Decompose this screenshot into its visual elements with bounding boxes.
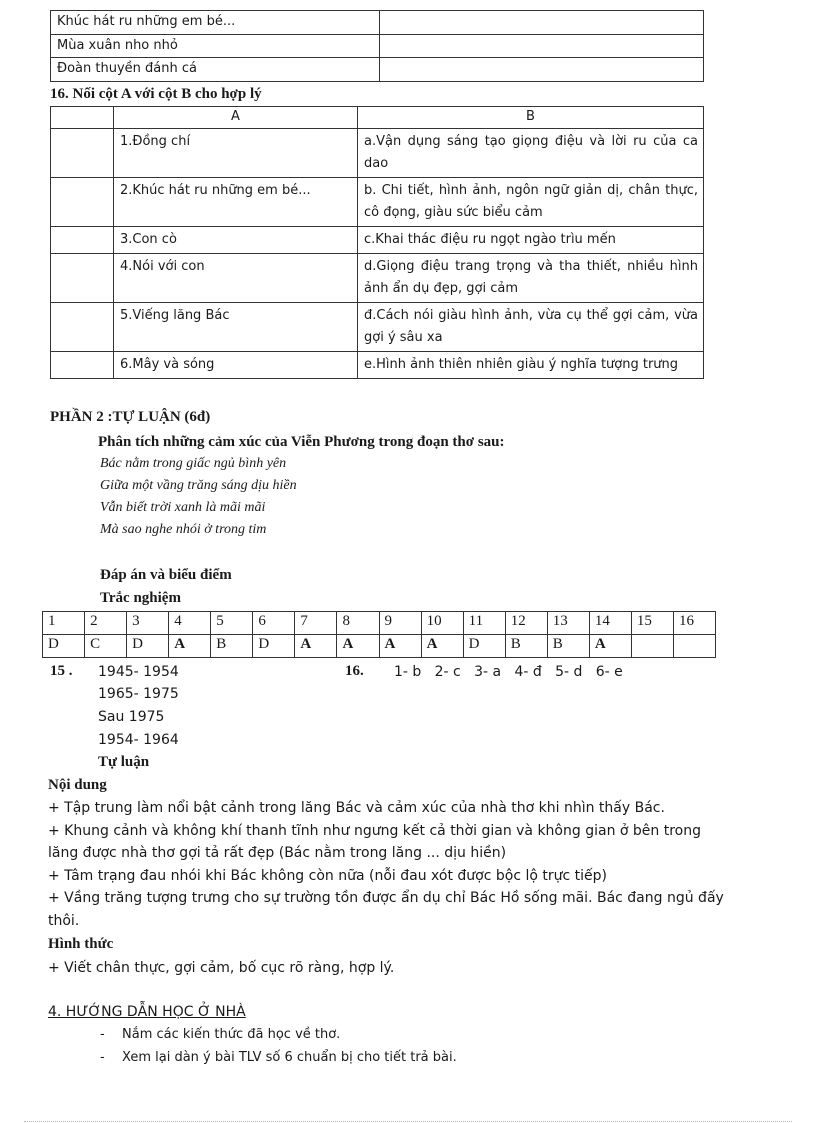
table-cell: A — [589, 635, 631, 658]
table-cell — [51, 178, 114, 227]
poem-line: Vẫn biết trời xanh là mãi mãi — [100, 500, 266, 515]
column-a-cell: 4.Nói với con — [114, 254, 358, 303]
table-cell: 9 — [379, 612, 421, 635]
table-cell: 2 — [85, 612, 127, 635]
table-cell: 5 — [211, 612, 253, 635]
column-b-header: B — [358, 107, 704, 129]
top-table — [50, 10, 704, 82]
homework-item — [100, 1027, 340, 1042]
q15-answer-line: Sau 1975 — [98, 709, 165, 725]
column-b-cell: đ.Cách nói giàu hình ảnh, vừa cụ thể gợi cảm, vừa gợi ý sâu xa — [358, 303, 704, 352]
form-title: Hình thức — [48, 936, 114, 952]
table-row — [51, 58, 704, 82]
column-b-cell: c.Khai thác điệu ru ngọt ngào trìu mến — [358, 227, 704, 254]
table-cell: A — [379, 635, 421, 658]
table-row — [51, 254, 704, 303]
answer-key-title: Đáp án và biểu điểm — [100, 567, 232, 583]
table-cell: 13 — [547, 612, 589, 635]
table-cell: B — [505, 635, 547, 658]
column-a-cell: 6.Mây và sóng — [114, 352, 358, 379]
content-line: + Khung cảnh và không khí thanh tĩnh như ngưng kết cả thời gian và không gian ở bên trong — [48, 823, 701, 839]
table-cell: 11 — [463, 612, 505, 635]
table-cell — [51, 303, 114, 352]
part-2-heading: PHẦN 2 :TỰ LUẬN (6đ) — [50, 409, 211, 425]
table-cell: B — [211, 635, 253, 658]
form-line: + Viết chân thực, gợi cảm, bố cục rõ ràng, hợp lý. — [48, 960, 395, 976]
table-cell: 1 — [43, 612, 85, 635]
bullet-dash: - — [100, 1027, 105, 1042]
column-a-cell: 1.Đồng chí — [114, 129, 358, 178]
table-cell: Mùa xuân nho nhỏ — [51, 34, 380, 58]
table-cell: A — [421, 635, 463, 658]
q15-answer-line: 1965- 1975 — [98, 686, 179, 702]
table-cell: 3 — [127, 612, 169, 635]
poem-line: Bác nằm trong giấc ngủ bình yên — [100, 456, 287, 471]
q16-answer: 1- b 2- c 3- a 4- đ 5- d 6- e — [394, 664, 623, 680]
table-row — [51, 303, 704, 352]
essay-prompt: Phân tích những cảm xúc của Viễn Phương trong đoạn thơ sau: — [98, 434, 505, 450]
table-header-row — [51, 107, 704, 129]
table-cell: 6 — [253, 612, 295, 635]
matching-table — [50, 106, 704, 379]
table-row — [43, 612, 716, 635]
table-cell — [380, 34, 704, 58]
essay-answer-title: Tự luận — [98, 754, 150, 770]
table-cell — [51, 254, 114, 303]
table-cell — [51, 352, 114, 379]
table-cell: A — [295, 635, 337, 658]
content-line: thôi. — [48, 913, 80, 929]
table-cell: 8 — [337, 612, 379, 635]
column-a-header: A — [114, 107, 358, 129]
table-cell: B — [547, 635, 589, 658]
column-b-cell: d.Giọng điệu trang trọng và tha thiết, nhiều hình ảnh ẩn dụ đẹp, gợi cảm — [358, 254, 704, 303]
table-cell: 7 — [295, 612, 337, 635]
table-cell — [631, 635, 673, 658]
table-row — [51, 178, 704, 227]
content-line: + Vầng trăng tượng trưng cho sự trường tồn được ẩn dụ chỉ Bác Hồ sống mãi. Bác đang ngủ đấy — [48, 890, 724, 906]
table-cell: 16 — [673, 612, 715, 635]
homework-item — [100, 1050, 457, 1065]
table-cell: Khúc hát ru những em bé... — [51, 11, 380, 35]
table-cell — [51, 107, 114, 129]
table-cell: C — [85, 635, 127, 658]
table-cell: 15 — [631, 612, 673, 635]
table-cell: 14 — [589, 612, 631, 635]
table-cell: D — [43, 635, 85, 658]
question-16-title: 16. Nối cột A với cột B cho hợp lý — [50, 86, 262, 102]
column-b-cell: b. Chi tiết, hình ảnh, ngôn ngữ giản dị, chân thực, cô đọng, giàu sức biểu cảm — [358, 178, 704, 227]
table-cell — [380, 11, 704, 35]
homework-item-text: Nắm các kiến thức đã học về thơ. — [122, 1027, 341, 1042]
q15-label: 15 . — [50, 663, 73, 679]
q16-label: 16. — [345, 663, 364, 679]
table-cell: D — [253, 635, 295, 658]
column-b-cell: a.Vận dụng sáng tạo giọng điệu và lời ru của ca dao — [358, 129, 704, 178]
table-row — [43, 635, 716, 658]
table-cell: 10 — [421, 612, 463, 635]
homework-item-text: Xem lại dàn ý bài TLV số 6 chuẩn bị cho tiết trả bài. — [122, 1050, 457, 1065]
table-cell — [380, 58, 704, 82]
homework-title: 4. HƯỚNG DẪN HỌC Ở NHÀ — [48, 1004, 246, 1020]
table-row — [51, 11, 704, 35]
table-cell — [51, 129, 114, 178]
bullet-dash: - — [100, 1050, 105, 1065]
table-cell: 4 — [169, 612, 211, 635]
table-cell: 12 — [505, 612, 547, 635]
content-title: Nội dung — [48, 777, 107, 793]
content-line: lăng được nhà thơ gợi tả rất đẹp (Bác nằm trong lăng ... dịu hiền) — [48, 845, 507, 861]
table-cell — [51, 227, 114, 254]
table-row — [51, 227, 704, 254]
column-a-cell: 2.Khúc hát ru những em bé... — [114, 178, 358, 227]
multiple-choice-title: Trắc nghiệm — [100, 590, 181, 606]
page-footer-rule — [24, 1121, 792, 1122]
table-cell: D — [127, 635, 169, 658]
table-row — [51, 129, 704, 178]
table-cell: D — [463, 635, 505, 658]
table-cell: Đoàn thuyền đánh cá — [51, 58, 380, 82]
table-cell: A — [337, 635, 379, 658]
content-line: + Tâm trạng đau nhói khi Bác không còn nữa (nỗi đau xót được bộc lộ trực tiếp) — [48, 868, 607, 884]
table-cell — [673, 635, 715, 658]
q15-answer-line: 1945- 1954 — [98, 664, 179, 680]
table-row — [51, 352, 704, 379]
column-a-cell: 5.Viếng lăng Bác — [114, 303, 358, 352]
answer-key-table — [42, 611, 716, 658]
poem-line: Giữa một vầng trăng sáng dịu hiền — [100, 478, 297, 493]
q15-answer-line: 1954- 1964 — [98, 732, 179, 748]
table-row — [51, 34, 704, 58]
column-b-cell: e.Hình ảnh thiên nhiên giàu ý nghĩa tượng trưng — [358, 352, 704, 379]
column-a-cell: 3.Con cò — [114, 227, 358, 254]
content-line: + Tập trung làm nổi bật cảnh trong lăng Bác và cảm xúc của nhà thơ khi nhìn thấy Bác. — [48, 800, 665, 816]
poem-line: Mà sao nghe nhói ở trong tim — [100, 522, 267, 537]
table-cell: A — [169, 635, 211, 658]
